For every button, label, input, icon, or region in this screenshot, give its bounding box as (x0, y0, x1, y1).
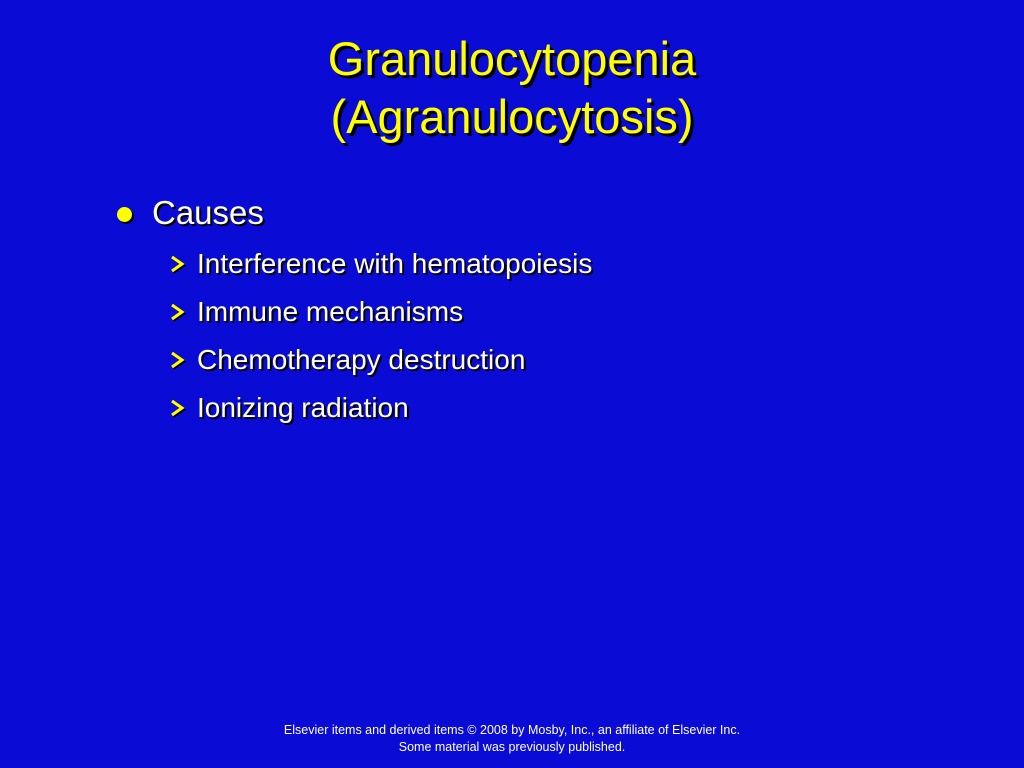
sub-bullet-item (112, 384, 972, 432)
bullet-list (112, 190, 972, 432)
sub-bullet-item (112, 288, 972, 336)
bullet-item-causes (112, 190, 972, 236)
sub-bullet-label: Interference with hematopoiesis (197, 248, 593, 279)
chevron-right-icon (166, 384, 188, 432)
slide-title (0, 30, 1024, 146)
bullet-label: Causes (152, 194, 264, 231)
bullet-dot-icon (117, 207, 132, 222)
footer-line-2: Some material was previously published. (398, 740, 626, 754)
copyright-footer (0, 722, 1024, 756)
sub-bullet-label: Immune mechanisms (197, 296, 464, 327)
sub-bullet-label: Chemotherapy destruction (197, 344, 526, 375)
sub-bullet-label: Ionizing radiation (197, 392, 409, 423)
chevron-right-icon (166, 240, 188, 288)
chevron-right-icon (166, 288, 188, 336)
sub-bullet-list (112, 240, 972, 432)
title-line-2: (Agranulocytosis) (330, 90, 694, 143)
chevron-right-icon (166, 336, 188, 384)
sub-bullet-item (112, 240, 972, 288)
sub-bullet-item (112, 336, 972, 384)
footer-line-1: Elsevier items and derived items © 2008 by Mosby, Inc., an affiliate of Elsevier Inc. (283, 723, 741, 737)
title-line-1: Granulocytopenia (327, 32, 697, 85)
